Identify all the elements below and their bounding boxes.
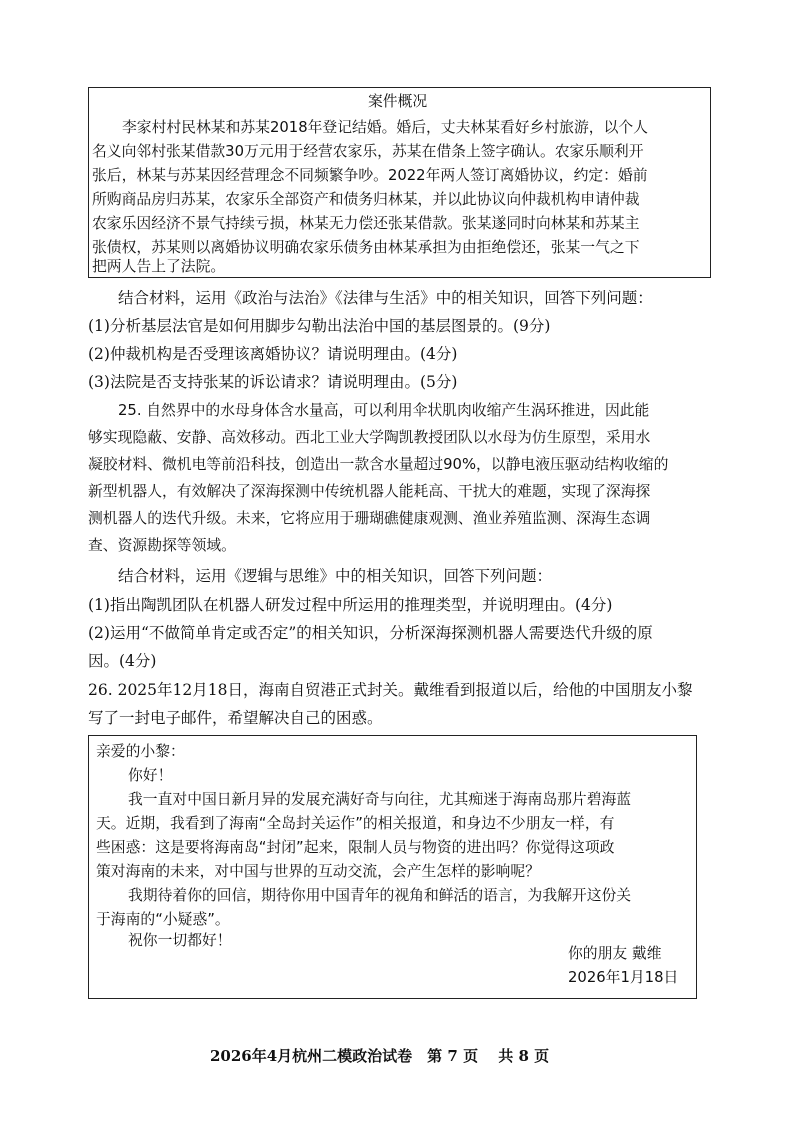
letter-salutation: 亲爱的小黎：: [96, 743, 185, 760]
q24-item-3: (3)法院是否支持张某的诉讼请求？请说明理由。(5分): [88, 373, 458, 391]
q25-line-4: 新型机器人，有效解决了深海探测中传统机器人能耗高、干扰大的难题，实现了深海探: [88, 483, 651, 500]
q25-item-2: (2)运用“不做简单肯定或否定”的相关知识，分析深海探测机器人需要迭代升级的原: [88, 624, 653, 642]
q25-line-6: 查、资源勘探等领域。: [88, 537, 236, 554]
case-line-1: 李家村村民林某和苏某2018年登记结婚。婚后，丈夫林某看好乡村旅游，以个人: [122, 119, 648, 136]
case-line-6: 张债权，苏某则以离婚协议明确农家乐债务由林某承担为由拒绝偿还，张某一气之下: [92, 239, 640, 256]
letter-greeting: 你好！: [128, 767, 173, 784]
q25-item-2-cont: 因。(4分): [88, 652, 157, 670]
q24-item-2: (2)仲裁机构是否受理该离婚协议？请说明理由。(4分): [88, 345, 458, 363]
q25-item-1: (1)指出陶凯团队在机器人研发过程中所运用的推理类型，并说明理由。(4分): [88, 596, 613, 614]
q25-line-5: 测机器人的迭代升级。未来，它将应用于珊瑚礁健康观测、渔业养殖监测、深海生态调: [88, 510, 651, 527]
q26-line-2: 写了一封电子邮件，希望解决自己的困惑。: [88, 709, 383, 727]
case-line-4: 所购商品房归苏某，农家乐全部资产和债务归林某，并以此协议向仲裁机构申请仲裁: [92, 191, 640, 208]
case-line-2: 名义向邻村张某借款30万元用于经营农家乐，苏某在借条上签字确认。农家乐顺利开: [92, 143, 644, 160]
page-footer: 2026年4月杭州二模政治试卷 第 7 页 共 8 页: [210, 1047, 550, 1065]
letter-body-5: 我期待着你的回信，期待你用中国青年的视角和鲜活的语言，为我解开这份关: [128, 887, 632, 904]
case-line-5: 农家乐因经济不景气持续亏损，林某无力偿还张某借款。张某遂同时向林某和苏某主: [92, 215, 640, 232]
q25-line-2: 够实现隐蔽、安静、高效移动。西北工业大学陶凯教授团队以水母为仿生原型，采用水: [88, 429, 651, 446]
case-overview-title: 案件概况: [368, 93, 428, 110]
q25-intro: 结合材料，运用《逻辑与思维》中的相关知识，回答下列问题：: [118, 567, 553, 585]
letter-signature: 你的朋友 戴维: [568, 945, 662, 962]
case-line-7: 把两人告上了法院。: [92, 258, 226, 275]
letter-body-2: 天。近期，我看到了海南“全岛封关运作”的相关报道，和身边不少朋友一样，有: [96, 815, 615, 832]
letter-body-1: 我一直对中国日新月异的发展充满好奇与向往，尤其痴迷于海南岛那片碧海蓝: [128, 791, 632, 808]
q24-item-1: (1)分析基层法官是如何用脚步勾勒出法治中国的基层图景的。(9分): [88, 317, 551, 335]
letter-body-3: 些困惑：这是要将海南岛“封闭”起来，限制人员与物资的进出吗？你觉得这项政: [96, 839, 615, 856]
letter-body-4: 策对海南的未来，对中国与世界的互动交流，会产生怎样的影响呢？: [96, 863, 540, 880]
q25-line-3: 凝胶材料、微机电等前沿科技，创造出一款含水量超过90%，以静电液压驱动结构收缩的: [88, 456, 669, 473]
case-line-3: 张后，林某与苏某因经营理念不同频繁争吵。2022年两人签订离婚协议，约定：婚前: [92, 167, 648, 184]
q25-line-1: 25. 自然界中的水母身体含水量高，可以利用伞状肌肉收缩产生涡环推进，因此能: [118, 402, 650, 419]
q26-line-1: 26. 2025年12月18日，海南自贸港正式封关。戴维看到报道以后，给他的中国朋友小黎: [88, 681, 693, 699]
letter-date: 2026年1月18日: [568, 969, 679, 986]
letter-closing: 祝你一切都好！: [128, 932, 232, 949]
q24-intro: 结合材料，运用《政治与法治》《法律与生活》中的相关知识，回答下列问题：: [118, 289, 653, 307]
letter-body-6: 于海南的“小疑惑”。: [96, 911, 230, 928]
